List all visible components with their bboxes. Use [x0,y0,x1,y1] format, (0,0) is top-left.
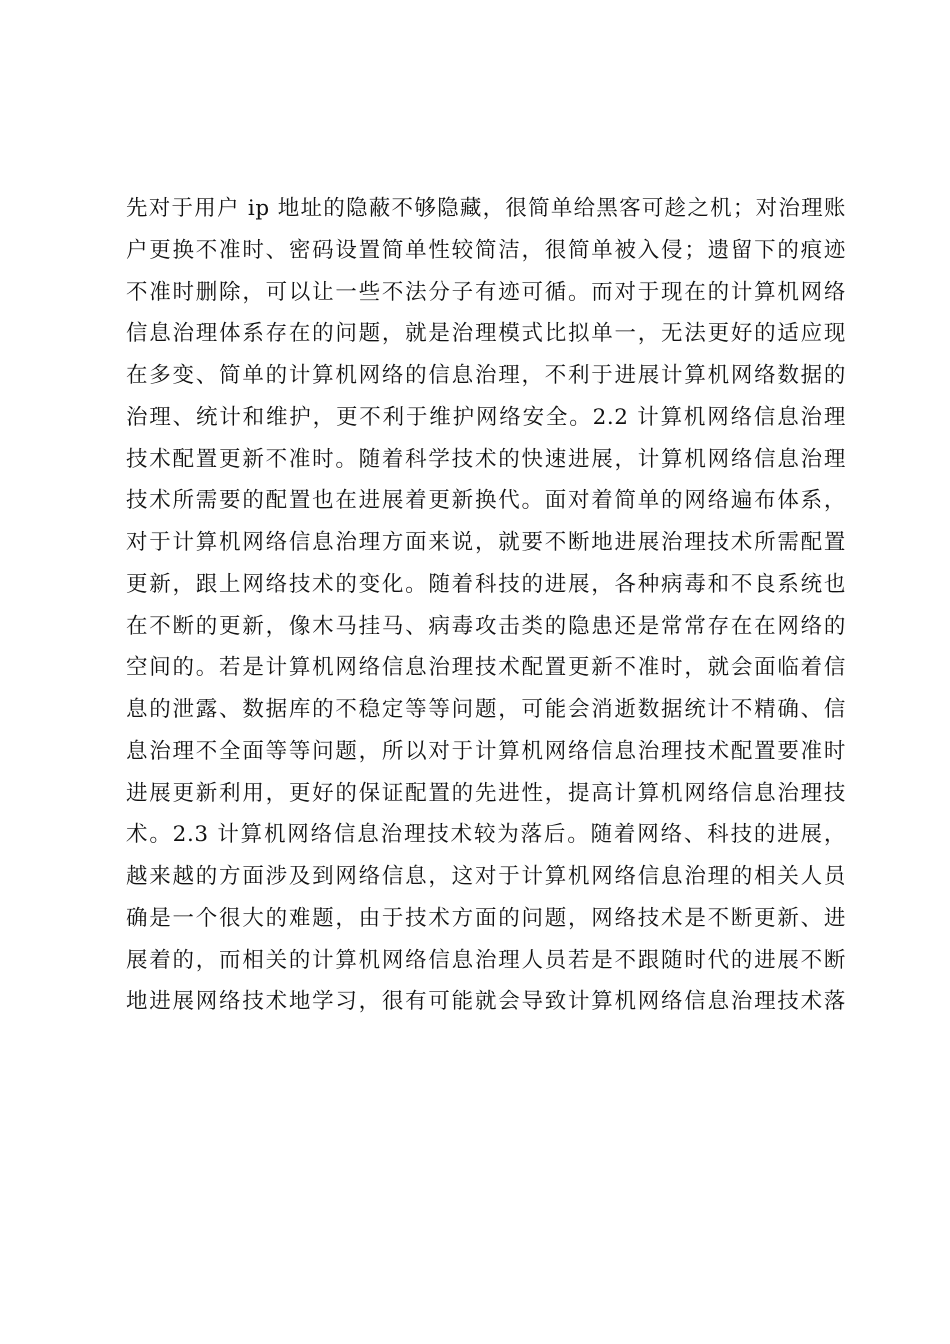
text-line: 息的泄露、数据库的不稳定等等问题，可能会消逝数据统计不精确、信 [126,697,846,722]
text-line: 地进展网络技术地学习，很有可能就会导致计算机网络信息治理技术落 [126,989,846,1015]
text-line: 在多变、简单的计算机网络的信息治理，不利于进展计算机网络数据的 [126,363,846,388]
text-line: 确是一个很大的难题，由于技术方面的问题，网络技术是不断更新、进 [126,905,846,931]
text-line: 展着的，而相关的计算机网络信息治理人员若是不跟随时代的进展不断 [126,947,846,973]
body-paragraph [126,188,846,1023]
text-line: 不准时删除，可以让一些不法分子有迹可循。而对于现在的计算机网络 [126,279,846,305]
text-line: 更新，跟上网络技术的变化。随着科技的进展，各种病毒和不良系统也 [126,571,846,597]
text-line: 技术配置更新不准时。随着科学技术的快速进展，计算机网络信息治理 [126,446,846,472]
text-line: 空间的。若是计算机网络信息治理技术配置更新不准时，就会面临着信 [126,655,846,681]
text-line: 术。2.3 计算机网络信息治理技术较为落后。随着网络、科技的进展， [126,822,846,848]
text-line: 治理、统计和维护，更不利于维护网络安全。2.2 计算机网络信息治理 [126,404,846,430]
text-line: 越来越的方面涉及到网络信息，这对于计算机网络信息治理的相关人员 [126,864,846,889]
text-line: 信息治理体系存在的问题，就是治理模式比拟单一，无法更好的适应现 [126,321,846,347]
text-line: 在不断的更新，像木马挂马、病毒攻击类的隐患还是常常存在在网络的 [126,613,846,639]
text-line: 进展更新利用，更好的保证配置的先进性，提高计算机网络信息治理技 [126,780,846,806]
text-line: 对于计算机网络信息治理方面来说，就要不断地进展治理技术所需配置 [126,530,846,555]
text-line: 息治理不全面等等问题，所以对于计算机网络信息治理技术配置要准时 [126,738,846,764]
text-line: 先对于用户 ip 地址的隐蔽不够隐藏，很简单给黑客可趁之机；对治理账 [126,196,846,221]
text-line: 技术所需要的配置也在进展着更新换代。面对着简单的网络遍布体系， [126,488,846,514]
text-line: 户更换不准时、密码设置简单性较简洁，很简单被入侵；遗留下的痕迹 [126,237,846,263]
